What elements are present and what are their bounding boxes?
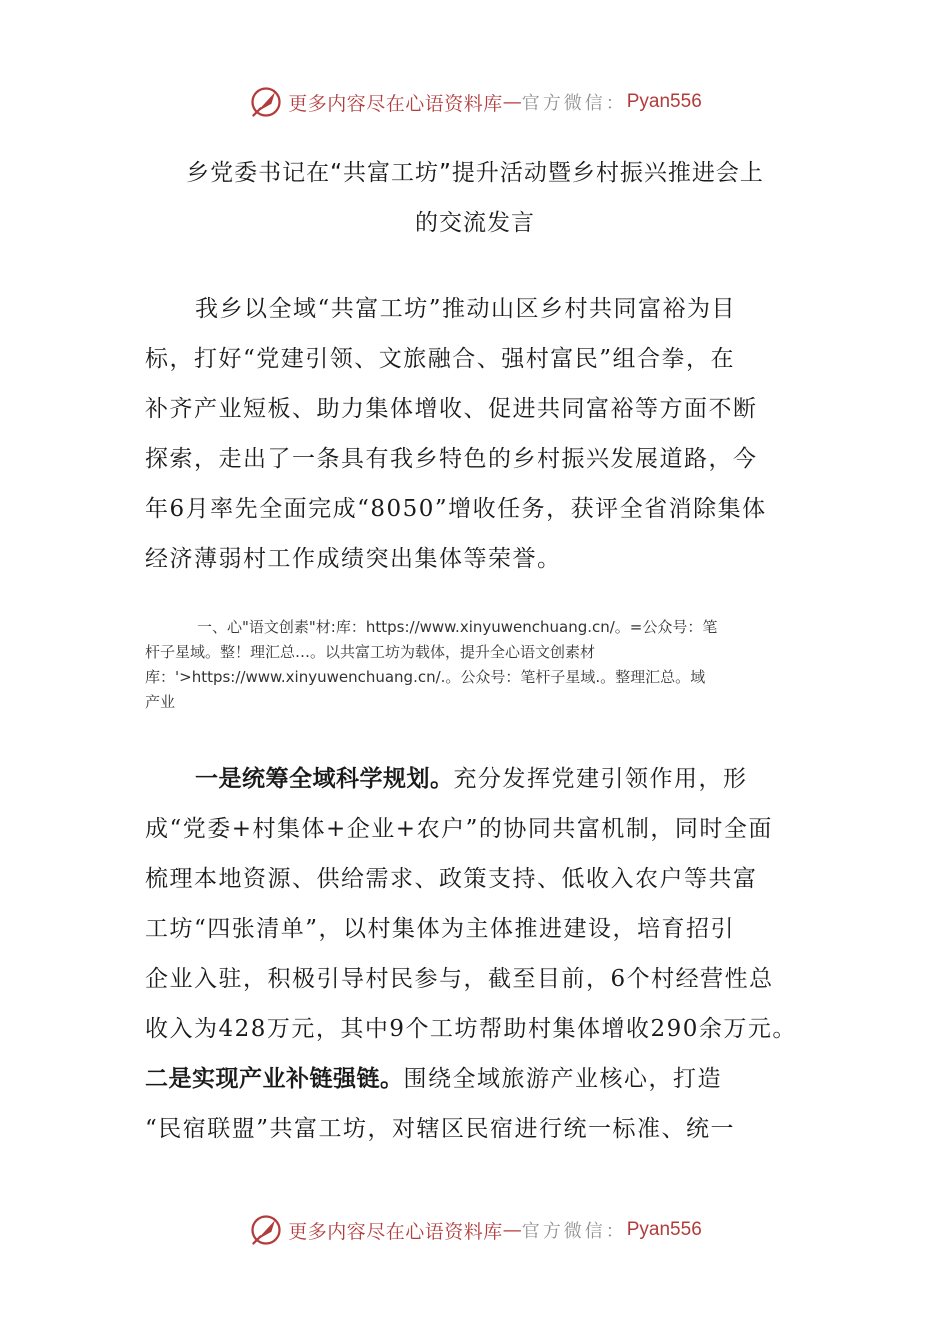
sections-body bbox=[145, 754, 805, 1154]
intro-line: 我乡以全域“共富工坊”推动山区乡村共同富裕为目 bbox=[195, 296, 737, 322]
note-line: 库：'>https://www.xinyuwenchuang.cn/.。公众号：笔杆子星域.。整理汇总。域 bbox=[145, 668, 706, 686]
footer-watermark bbox=[0, 1210, 950, 1250]
section-2-heading: 二是实现产业补链强链。 bbox=[145, 1066, 404, 1092]
section-2-text: 围绕全域旅游产业核心，打造 bbox=[403, 1066, 722, 1092]
watermark-text: 更多内容尽在心语资料库 bbox=[288, 92, 503, 115]
section-2-line: “民宿联盟”共富工坊，对辖区民宿进行统一标准、统一 bbox=[145, 1116, 736, 1142]
title-line-1: 乡党委书记在“共富工坊”提升活动暨乡村振兴推进会上 bbox=[186, 160, 764, 186]
quill-pen-logo-icon bbox=[248, 1212, 284, 1248]
intro-line: 经济薄弱村工作成绩突出集体等荣誉。 bbox=[145, 546, 562, 572]
watermark-separator: — bbox=[502, 1219, 522, 1241]
section-1-line: 工坊“四张清单”，以村集体为主体推进建设，培育招引 bbox=[145, 916, 736, 942]
quill-pen-logo-icon bbox=[248, 84, 284, 120]
watermark-id: Pyan556 bbox=[626, 1219, 702, 1240]
intro-line: 标，打好“党建引领、文旅融合、强村富民”组合拳，在 bbox=[145, 346, 736, 372]
watermark-label: 官方微信： bbox=[521, 1221, 627, 1242]
header-watermark bbox=[0, 82, 950, 122]
section-1-heading: 一是统筹全域科学规划。 bbox=[195, 766, 454, 792]
watermark-separator: — bbox=[502, 91, 522, 113]
section-1-line: 成“党委+村集体+企业+农户”的协同共富机制，同时全面 bbox=[145, 816, 773, 842]
intro-line: 探索，走出了一条具有我乡特色的乡村振兴发展道路，今 bbox=[145, 446, 758, 472]
title-line-2: 的交流发言 bbox=[415, 210, 535, 236]
intro-paragraph bbox=[145, 284, 805, 584]
note-line: 杆子星域。整！理汇总…。以共富工坊为载体，提升全心语文创素材 bbox=[145, 643, 596, 661]
watermark-id: Pyan556 bbox=[626, 91, 702, 112]
intro-line: 补齐产业短板、助力集体增收、促进共同富裕等方面不断 bbox=[145, 396, 758, 422]
section-1-line: 收入为428万元，其中9个工坊帮助村集体增收290余万元。 bbox=[145, 1016, 797, 1042]
watermark-label: 官方微信： bbox=[521, 93, 627, 114]
section-1-line: 企业入驻，积极引导村民参与，截至目前，6个村经营性总 bbox=[145, 966, 774, 992]
section-1-line: 梳理本地资源、供给需求、政策支持、低收入农户等共富 bbox=[145, 866, 758, 892]
document-title bbox=[120, 148, 830, 248]
note-line: 产业 bbox=[145, 693, 176, 711]
intro-line: 年6月率先全面完成“8050”增收任务，获评全省消除集体 bbox=[145, 496, 767, 522]
note-paragraph bbox=[145, 615, 805, 715]
note-line: 一、心"语文创素"材:库：https://www.xinyuwenchuang.cn/。=公众号：笔 bbox=[197, 618, 718, 636]
section-1-text: 充分发挥党建引领作用，形 bbox=[453, 766, 748, 792]
watermark-text: 更多内容尽在心语资料库 bbox=[288, 1220, 503, 1243]
